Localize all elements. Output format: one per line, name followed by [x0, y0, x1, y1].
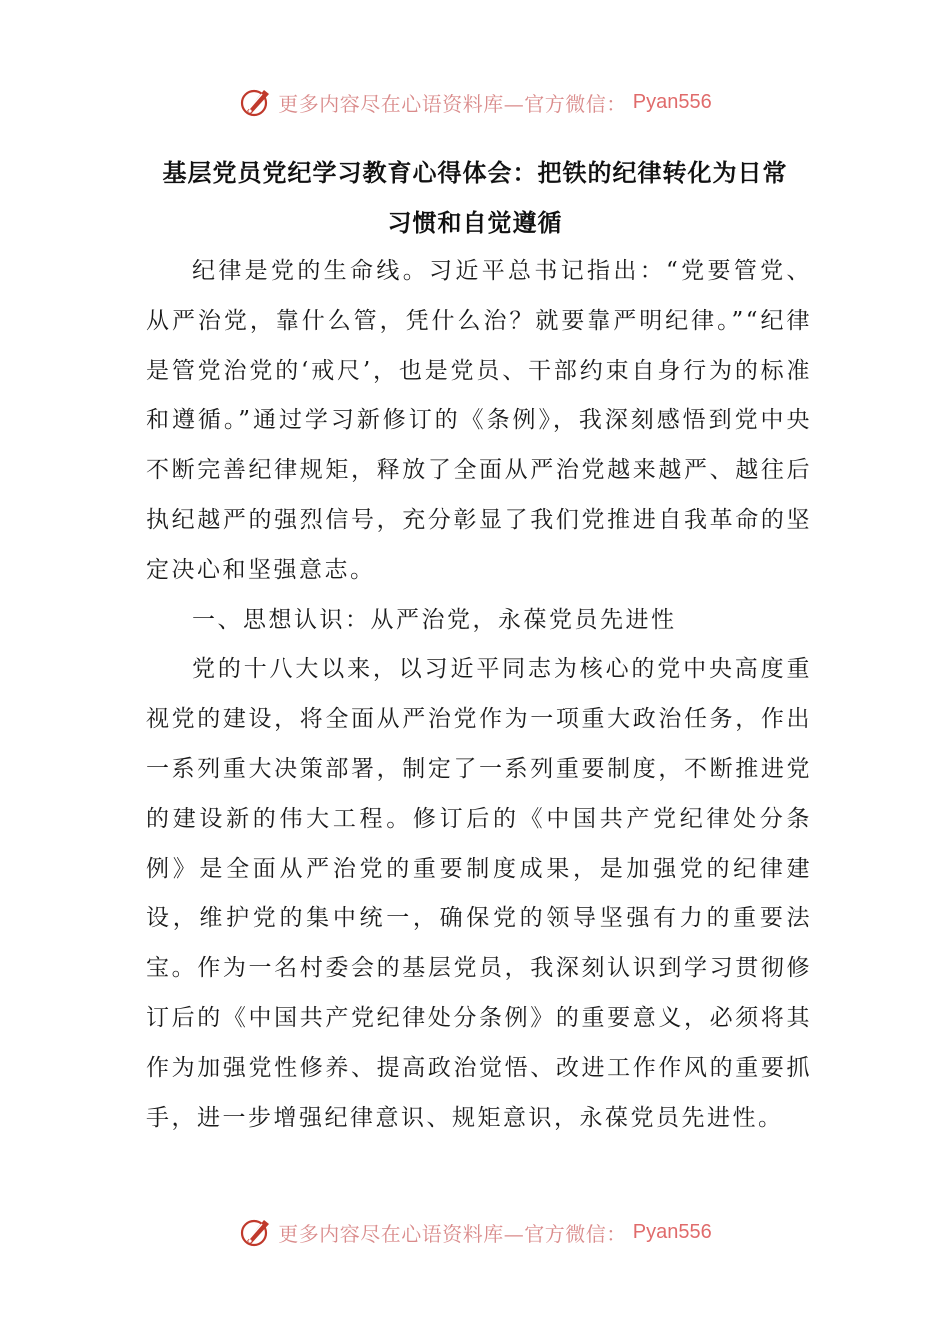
paragraph-section-1: 党的十八大以来，以习近平同志为核心的党中央高度重视党的建设，将全面从严治党作为一项重大政治任务，作出一系列重大决策部署，制定了一系列重要制度，不断推进党的建设新的伟大工程。修订后的《中国共产党纪律处分条例》是全面从严治党的重要制度成果，是加强党的纪律建设，维护党的集中统一，确保党的领导坚强有力的重要法宝。作为一名村委会的基层党员，我深刻认识到学习贯彻修订后的《中国共产党纪律处分条例》的重要意义，必须将其作为加强党性修养、提高政治觉悟、改进工作作风的重要抓手，进一步增强纪律意识、规矩意识，永葆党员先进性。: [146, 656, 812, 1131]
document-title-line-1: 基层党员党纪学习教育心得体会：把铁的纪律转化为日常: [162, 159, 788, 187]
pen-nib-icon: [238, 1214, 274, 1250]
paragraph-intro: 纪律是党的生命线。习近平总书记指出：“党要管党、从严治党，靠什么管，凭什么治？就要靠严明纪律。”“纪律是管党治党的‘戒尺’，也是党员、干部约束自身行为的标准和遵循。”通过学习新修订的《条例》，我深刻感悟到党中央不断完善纪律规矩，释放了全面从严治党越来越严、越往后执纪越严的强烈信号，充分彰显了我们党推进自我革命的坚定决心和坚强意志。: [146, 258, 812, 583]
section-heading: 一、思想认识：从严治党，永葆党员先进性: [192, 606, 677, 633]
footer-banner: [0, 1210, 950, 1254]
wechat-handle: Pyan556: [632, 1220, 712, 1243]
banner-text: 更多内容尽在心语资料库—官方微信：: [278, 91, 627, 116]
pen-nib-icon: [238, 84, 274, 120]
document-title-line-2: 习惯和自觉遵循: [387, 209, 563, 237]
wechat-handle: Pyan556: [632, 90, 712, 113]
header-banner: [0, 80, 950, 124]
banner-text: 更多内容尽在心语资料库—官方微信：: [278, 1221, 627, 1246]
document-body: [146, 247, 812, 1143]
